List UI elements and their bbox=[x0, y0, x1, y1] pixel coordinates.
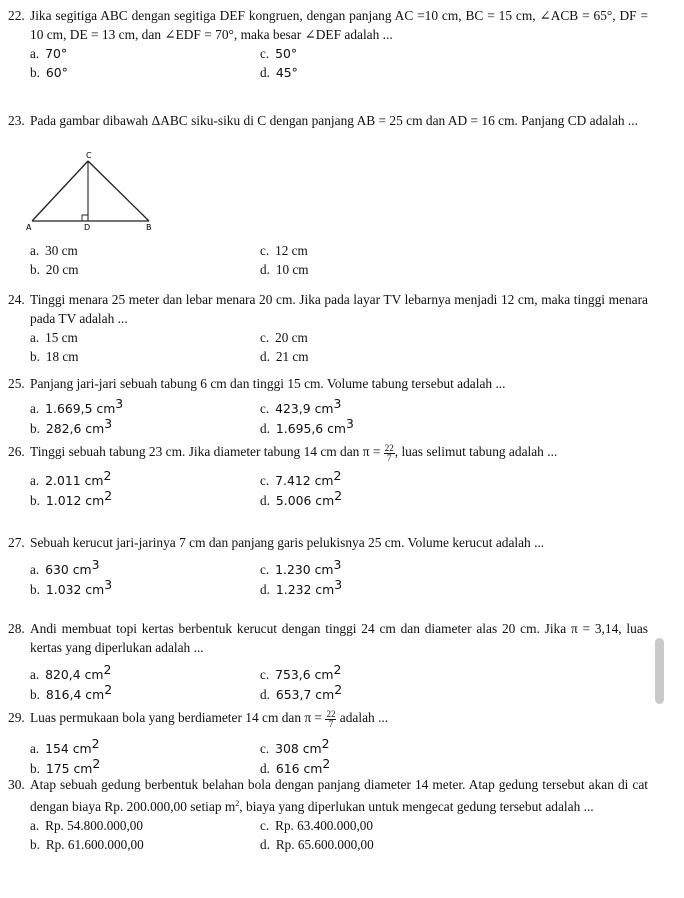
question-text: Jika segitiga ABC dengan segitiga DEF kongruen, dengan panjang AC =10 cm, BC = 15 cm, ∠ACB = 65°, DF = 10 cm, DE = 13 cm, dan ∠EDF = 70°, maka besar ∠DEF adalah ... bbox=[30, 8, 648, 42]
question-number: 28. bbox=[8, 621, 25, 636]
option-c[interactable]: c. 308 $cm^2$ bbox=[260, 736, 330, 756]
option-a[interactable]: a. 30 cm bbox=[30, 243, 78, 258]
option-a[interactable]: a. 70° bbox=[30, 46, 68, 61]
option-a[interactable]: a. 820,4 $cm^2$ bbox=[30, 662, 112, 682]
question-number: 26. bbox=[8, 444, 25, 459]
option-d[interactable]: d. 1.695,6 $cm^3$ bbox=[260, 416, 354, 436]
option-a[interactable]: a. 630 $cm^3$ bbox=[30, 557, 100, 577]
option-b[interactable]: b. 1.032 $cm^3$ bbox=[30, 577, 113, 597]
question-number: 29. bbox=[8, 710, 25, 725]
options bbox=[30, 463, 648, 508]
option-a[interactable]: a. 15 cm bbox=[30, 330, 78, 345]
option-d[interactable]: d. 21 cm bbox=[260, 349, 309, 364]
question-27 bbox=[8, 533, 648, 597]
option-a[interactable]: a. 154 $cm^2$ bbox=[30, 736, 100, 756]
question-number: 23. bbox=[8, 113, 25, 128]
option-a[interactable]: a. Rp. 54.800.000,00 bbox=[30, 818, 143, 833]
option-c[interactable]: c. 1.230 $cm^3$ bbox=[260, 557, 342, 577]
question-number: 24. bbox=[8, 292, 25, 307]
option-c[interactable]: c. 12 cm bbox=[260, 243, 308, 258]
question-number: 22. bbox=[8, 8, 25, 23]
option-c[interactable]: c. 7.412 $cm^2$ bbox=[260, 468, 342, 488]
options bbox=[30, 241, 648, 279]
question-30 bbox=[8, 775, 648, 856]
option-b[interactable]: b. Rp. 61.600.000,00 bbox=[30, 837, 144, 852]
option-d[interactable]: d. 616 $cm^2$ bbox=[260, 756, 331, 776]
option-c[interactable]: c. 20 cm bbox=[260, 330, 308, 345]
option-d[interactable]: d. 5.006 $cm^2$ bbox=[260, 488, 343, 508]
question-text: Sebuah kerucut jari-jarinya 7 cm dan panjang garis pelukisnya 25 cm. Volume kerucut adalah ... bbox=[30, 535, 545, 550]
label-a: A bbox=[26, 223, 32, 231]
question-24 bbox=[8, 290, 648, 366]
option-c[interactable]: c. 423,9 $cm^3$ bbox=[260, 396, 342, 416]
options bbox=[30, 328, 648, 366]
scrollbar-thumb[interactable] bbox=[655, 638, 664, 704]
question-number: 25. bbox=[8, 376, 25, 391]
question-23-options bbox=[8, 241, 648, 279]
question-number: 30. bbox=[8, 777, 25, 792]
question-text: Panjang jari-jari sebuah tabung 6 cm dan tinggi 15 cm. Volume tabung tersebut adalah ... bbox=[30, 376, 506, 391]
option-c[interactable]: c. 50° bbox=[260, 46, 298, 61]
question-29 bbox=[8, 708, 648, 776]
question-text: Pada gambar dibawah ΔABC siku-siku di C dengan panjang AB = 25 cm dan AD = 16 cm. Panjang CD adalah ... bbox=[30, 113, 638, 128]
question-28 bbox=[8, 619, 648, 702]
option-a[interactable]: a. 2.011 $cm^2$ bbox=[30, 468, 112, 488]
option-b[interactable]: b. 816,4 $cm^2$ bbox=[30, 682, 113, 702]
question-number: 27. bbox=[8, 535, 25, 550]
option-d[interactable]: d. 653,7 $cm^2$ bbox=[260, 682, 343, 702]
options bbox=[30, 729, 648, 776]
options bbox=[30, 552, 648, 597]
option-a[interactable]: a. 1.669,5 $cm^3$ bbox=[30, 396, 124, 416]
fraction: $\frac{22}{7}$ bbox=[384, 443, 394, 463]
option-d[interactable]: d. Rp. 65.600.000,00 bbox=[260, 837, 374, 852]
label-d: D bbox=[84, 223, 91, 231]
triangle-figure bbox=[26, 149, 156, 231]
option-d[interactable]: d. 45° bbox=[260, 65, 298, 80]
option-c[interactable]: c. Rp. 63.400.000,00 bbox=[260, 818, 373, 833]
option-b[interactable]: b. 282,6 $cm^3$ bbox=[30, 416, 113, 436]
option-b[interactable]: b. 60° bbox=[30, 65, 68, 80]
question-text: Tinggi menara 25 meter dan lebar menara 20 cm. Jika pada layar TV lebarnya menjadi 12 cm, maka tinggi menara pada TV adalah ... bbox=[30, 292, 648, 326]
option-d[interactable]: d. 10 cm bbox=[260, 262, 309, 277]
question-26 bbox=[8, 442, 648, 508]
question-text: Tinggi sebuah tabung 23 cm. Jika diameter tabung 14 cm dan π = $\frac{22}{7}$ , luas selimut tabung adalah ... bbox=[30, 443, 558, 463]
question-25 bbox=[8, 374, 648, 436]
fraction: $\frac{22}{7}$ bbox=[326, 709, 336, 729]
option-d[interactable]: d. 1.232 $cm^3$ bbox=[260, 577, 343, 597]
options bbox=[30, 816, 648, 856]
question-text: Luas permukaan bola yang berdiameter 14 cm dan π = $\frac{22}{7}$ adalah ... bbox=[30, 709, 389, 729]
options bbox=[30, 393, 648, 436]
option-c[interactable]: c. 753,6 $cm^2$ bbox=[260, 662, 342, 682]
option-b[interactable]: b. 175 $cm^2$ bbox=[30, 756, 101, 776]
options bbox=[30, 44, 648, 82]
options bbox=[30, 657, 648, 702]
option-b[interactable]: b. 1.012 $cm^2$ bbox=[30, 488, 113, 508]
question-text: Atap sebuah gedung berbentuk belahan bola dengan panjang diameter 14 meter. Atap gedung tersebut akan di cat dengan biaya Rp. 200.000,00 setiap $m^2$, biaya yang diperlukan untuk mengecat gedung tersebut adalah ... bbox=[30, 777, 648, 814]
question-23 bbox=[8, 111, 648, 130]
option-b[interactable]: b. 18 cm bbox=[30, 349, 79, 364]
question-22 bbox=[8, 6, 648, 82]
option-b[interactable]: b. 20 cm bbox=[30, 262, 79, 277]
label-c: C bbox=[86, 151, 92, 160]
question-text: Andi membuat topi kertas berbentuk kerucut dengan tinggi 24 cm dan diameter alas 20 cm. Jika π = 3,14, luas kertas yang diperlukan adalah ... bbox=[30, 621, 648, 655]
label-b: B bbox=[146, 223, 152, 231]
